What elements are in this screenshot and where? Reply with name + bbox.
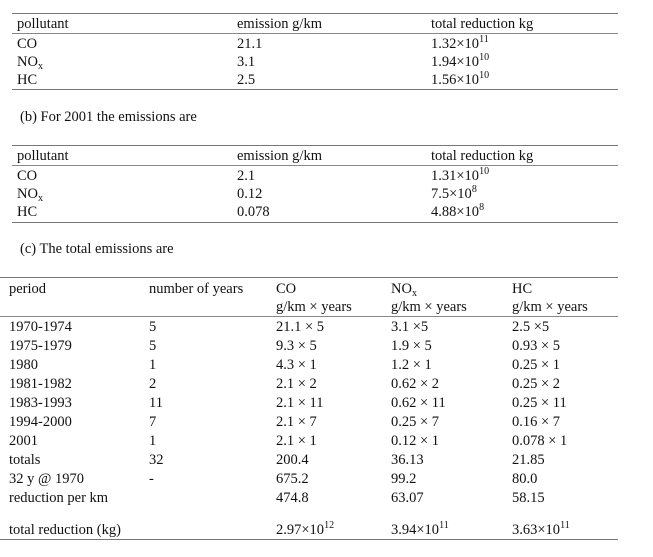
- table-c-header-nox: $NO_x$: [391, 281, 417, 299]
- table-b-top-rule: [12, 145, 618, 146]
- period-cell: totals: [9, 452, 41, 468]
- table-a-header-rule: [12, 33, 618, 34]
- emission-cell: 2.1: [237, 168, 256, 184]
- pollutant-cell: $NO_x$: [17, 186, 43, 204]
- period-cell: 1983-1993: [9, 395, 72, 411]
- nox-cell: 0.62 × 2: [391, 376, 440, 392]
- period-cell: 1981-1982: [9, 376, 72, 392]
- emission-cell: 3.1: [237, 54, 256, 70]
- pollutant-cell: $NO_x$: [17, 54, 43, 72]
- years-cell: 5: [149, 338, 157, 354]
- nox-cell: 0.12 × 1: [391, 433, 440, 449]
- table-c-top-rule: [0, 277, 618, 278]
- hc-cell: 0.25 × 1: [512, 357, 561, 373]
- nox-cell: 3.1 ×5: [391, 319, 429, 335]
- reduction-cell: $1.31\times 10^{10}$: [431, 166, 490, 184]
- pollutant-cell: CO: [17, 36, 38, 52]
- caption-b: (b) For 2001 the emissions are: [20, 109, 197, 125]
- nox-cell: 99.2: [391, 471, 417, 487]
- co-cell: 2.1 × 1: [276, 433, 317, 449]
- reduction-cell: $1.32\times 10^{11}$: [431, 34, 489, 52]
- nox-cell: 0.25 × 7: [391, 414, 440, 430]
- hc-cell: 58.15: [512, 490, 545, 506]
- hc-cell: 0.93 × 5: [512, 338, 561, 354]
- nox-cell: 1.2 × 1: [391, 357, 432, 373]
- co-cell: 21.1 × 5: [276, 319, 325, 335]
- co-total-cell: $2.97\times 10^{12}$: [276, 520, 335, 538]
- table-b-header-emission: emission g/km: [237, 148, 322, 164]
- hc-cell: 21.85: [512, 452, 545, 468]
- reduction-cell: $1.94\times 10^{10}$: [431, 52, 490, 70]
- emission-cell: 0.078: [237, 204, 270, 220]
- reduction-cell: $7.5\times 10^8$: [431, 184, 477, 202]
- table-c-header-rule: [0, 316, 618, 317]
- co-cell: 474.8: [276, 490, 309, 506]
- period-cell: 1975-1979: [9, 338, 72, 354]
- emission-cell: 2.5: [237, 72, 256, 88]
- hc-cell: 0.25 × 2: [512, 376, 561, 392]
- table-c-header-hc-unit: g/km × years: [512, 299, 588, 315]
- nox-cell: 36.13: [391, 452, 424, 468]
- period-cell: 1994-2000: [9, 414, 72, 430]
- co-cell: 2.1 × 2: [276, 376, 317, 392]
- co-cell: 2.1 × 11: [276, 395, 324, 411]
- period-cell: 1970-1974: [9, 319, 72, 335]
- table-b-bottom-rule: [12, 222, 618, 223]
- emission-cell: 0.12: [237, 186, 263, 202]
- years-cell: 32: [149, 452, 164, 468]
- reduction-cell: $4.88\times 10^8$: [431, 202, 485, 220]
- co-cell: 9.3 × 5: [276, 338, 317, 354]
- years-cell: 1: [149, 357, 157, 373]
- hc-cell: 0.25 × 11: [512, 395, 567, 411]
- nox-total-cell: $3.94\times 10^{11}$: [391, 520, 449, 538]
- table-c-bottom-rule: [0, 539, 618, 540]
- table-b-header-rule: [12, 165, 618, 166]
- table-a-header-emission: emission g/km: [237, 16, 322, 32]
- hc-cell: 0.078 × 1: [512, 433, 568, 449]
- co-cell: 4.3 × 1: [276, 357, 317, 373]
- period-cell: reduction per km: [9, 490, 109, 506]
- period-cell: 1980: [9, 357, 38, 373]
- years-cell: 2: [149, 376, 157, 392]
- hc-total-cell: $3.63\times 10^{11}$: [512, 520, 570, 538]
- reduction-cell: $1.56\times 10^{10}$: [431, 70, 490, 88]
- table-a-bottom-rule: [12, 89, 618, 90]
- pollutant-cell: HC: [17, 204, 38, 220]
- years-cell: 5: [149, 319, 157, 335]
- table-c-header-years: number of years: [149, 281, 244, 297]
- table-b-header-reduction: total reduction kg: [431, 148, 534, 164]
- caption-c: (c) The total emissions are: [20, 241, 174, 257]
- co-cell: 2.1 × 7: [276, 414, 317, 430]
- nox-cell: 1.9 × 5: [391, 338, 432, 354]
- pollutant-cell: HC: [17, 72, 38, 88]
- co-cell: 675.2: [276, 471, 309, 487]
- nox-cell: 63.07: [391, 490, 424, 506]
- table-a-header-pollutant: pollutant: [17, 16, 69, 32]
- pollutant-cell: CO: [17, 168, 38, 184]
- total-label-cell: total reduction (kg): [9, 522, 121, 538]
- period-cell: 32 y @ 1970: [9, 471, 84, 487]
- nox-cell: 0.62 × 11: [391, 395, 446, 411]
- hc-cell: 0.16 × 7: [512, 414, 561, 430]
- table-c-header-hc: HC: [512, 281, 533, 297]
- table-c-header-co-unit: g/km × years: [276, 299, 352, 315]
- years-cell: 7: [149, 414, 157, 430]
- period-cell: 2001: [9, 433, 38, 449]
- table-a-top-rule: [12, 13, 618, 14]
- table-a-header-reduction: total reduction kg: [431, 16, 534, 32]
- hc-cell: 80.0: [512, 471, 538, 487]
- years-cell: -: [149, 471, 154, 487]
- years-cell: 1: [149, 433, 157, 449]
- hc-cell: 2.5 ×5: [512, 319, 550, 335]
- table-c-header-nox-unit: g/km × years: [391, 299, 467, 315]
- table-c-header-period: period: [9, 281, 47, 297]
- years-cell: 11: [149, 395, 163, 411]
- co-cell: 200.4: [276, 452, 309, 468]
- table-c-header-co: CO: [276, 281, 297, 297]
- emission-cell: 21.1: [237, 36, 263, 52]
- table-b-header-pollutant: pollutant: [17, 148, 69, 164]
